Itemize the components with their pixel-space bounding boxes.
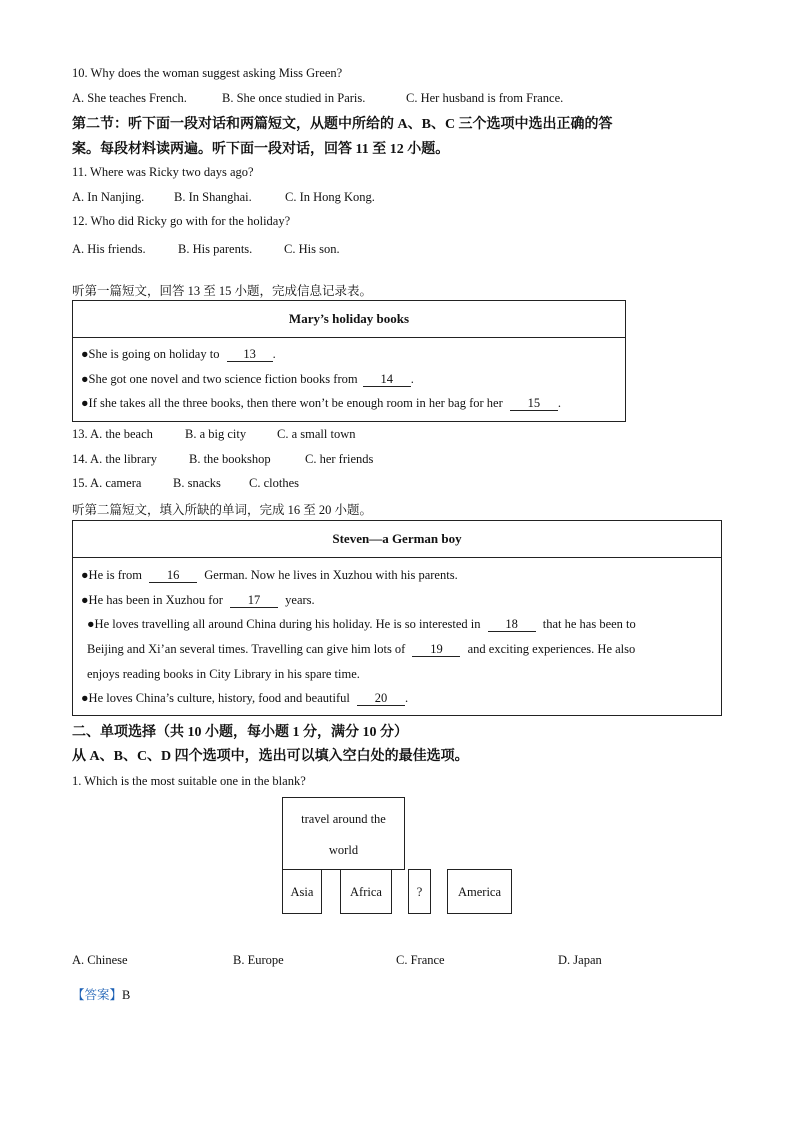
table2-row-20	[81, 691, 408, 706]
table2-row-20-text: ●He loves China’s culture, history, food and beautiful	[81, 691, 350, 705]
table2-row-17-text: ●He has been in Xuzhou for	[81, 593, 223, 607]
q14-option-a: 14. A. the library	[72, 452, 158, 466]
diagram-top-line2: world	[328, 843, 359, 857]
table2-row-19-text: Beijing and Xi’an several times. Travelling can give him lots of	[87, 642, 406, 656]
blank-18: 18	[488, 618, 536, 632]
q13-option-c: C. a small town	[277, 427, 356, 441]
table1-row-13	[81, 347, 276, 362]
table2-row-16	[81, 568, 458, 583]
q14-option-b: B. the bookshop	[189, 452, 271, 466]
part2-instruction: 从 A、B、C、D 四个选项中，选出可以填入空白处的最佳选项。	[72, 749, 469, 764]
q10-question: 10. Why does the woman suggest asking Miss Green?	[72, 66, 343, 80]
blank-16: 16	[149, 569, 197, 583]
holiday-books-table	[72, 300, 626, 422]
table2-row-17	[81, 593, 315, 608]
table2-row-19	[87, 642, 635, 657]
q15-option-a: 15. A. camera	[72, 476, 142, 490]
diagram-cell-america: America	[447, 869, 512, 914]
mc1-option-d: D. Japan	[558, 953, 602, 967]
q12-option-b: B. His parents.	[178, 242, 253, 256]
answer-tag: 【答案】	[72, 988, 123, 1002]
section2-line2: 案。每段材料读两遍。听下面一段对话，回答 11 至 12 小题。	[72, 142, 450, 157]
passage2-intro: 听第二篇短文，填入所缺的单词，完成 16 至 20 小题。	[72, 503, 373, 517]
q15-option-b: B. snacks	[173, 476, 221, 490]
table1-row-14-text: ●She got one novel and two science fiction books from	[81, 372, 358, 386]
q13-option-a: 13. A. the beach	[72, 427, 153, 441]
section2-line1: 第二节：听下面一段对话和两篇短文，从题中所给的 A、B、C 三个选项中选出正确的答	[72, 117, 613, 132]
table2-row-18-text: ●He loves travelling all around China during his holiday. He is so interested in	[87, 617, 481, 631]
blank-13: 13	[227, 348, 273, 362]
diagram-cell-asia: Asia	[282, 869, 322, 914]
table1-row-15-text: ●If she takes all the three books, then there won’t be enough room in her bag for her	[81, 396, 503, 410]
blank-14: 14	[363, 373, 411, 387]
table2-row-17-end: years.	[285, 593, 315, 607]
q10-option-a: A. She teaches French.	[72, 91, 187, 105]
table2-row-20-end: .	[404, 691, 409, 705]
q10-option-c: C. Her husband is from France.	[406, 91, 564, 105]
diagram-top-line1: travel around the	[301, 812, 386, 826]
q11-option-a: A. In Nanjing.	[72, 190, 145, 204]
mc1-option-b: B. Europe	[233, 953, 284, 967]
diagram-cell-blank: ?	[408, 869, 431, 914]
q11-question: 11. Where was Ricky two days ago?	[72, 165, 254, 179]
steven-table	[72, 520, 722, 716]
table1-row-15-end: .	[557, 396, 562, 410]
table2-row-library: enjoys reading books in City Library in his spare time.	[87, 667, 360, 681]
q12-option-a: A. His friends.	[72, 242, 146, 256]
mc1-question: 1. Which is the most suitable one in the blank?	[72, 774, 306, 788]
mc1-option-c: C. France	[396, 953, 445, 967]
part2-title: 二、单项选择（共 10 小题，每小题 1 分，满分 10 分）	[72, 725, 408, 740]
q14-option-c: C. her friends	[305, 452, 374, 466]
table2-row-18	[87, 617, 636, 632]
table1-row-14	[81, 372, 414, 387]
answer-line	[72, 985, 130, 1003]
blank-17: 17	[230, 594, 278, 608]
table2-row-18-end: that he has been to	[542, 617, 636, 631]
holiday-books-title: Mary’s holiday books	[73, 301, 625, 338]
blank-20: 20	[357, 692, 405, 706]
mc1-option-a: A. Chinese	[72, 953, 128, 967]
table1-row-13-text: ●She is going on holiday to	[81, 347, 220, 361]
q15-option-c: C. clothes	[249, 476, 299, 490]
diagram-top-box	[282, 797, 405, 870]
blank-15: 15	[510, 397, 558, 411]
blank-19: 19	[412, 643, 460, 657]
steven-title: Steven—a German boy	[73, 521, 721, 558]
table2-row-16-text: ●He is from	[81, 568, 143, 582]
q11-option-c: C. In Hong Kong.	[285, 190, 375, 204]
answer-value: B	[122, 988, 131, 1002]
q12-question: 12. Who did Ricky go with for the holiday?	[72, 214, 291, 228]
table2-row-19-end: and exciting experiences. He also	[467, 642, 636, 656]
table1-row-14-end: .	[410, 372, 414, 386]
q13-option-b: B. a big city	[185, 427, 247, 441]
q10-option-b: B. She once studied in Paris.	[222, 91, 366, 105]
q11-option-b: B. In Shanghai.	[174, 190, 252, 204]
table2-row-16-end: German. Now he lives in Xuzhou with his parents.	[204, 568, 458, 582]
table1-row-13-end: .	[272, 347, 276, 361]
q12-option-c: C. His son.	[284, 242, 340, 256]
diagram-cell-africa: Africa	[340, 869, 392, 914]
table1-row-15	[81, 396, 561, 411]
passage1-intro: 听第一篇短文，回答 13 至 15 小题，完成信息记录表。	[72, 284, 373, 298]
